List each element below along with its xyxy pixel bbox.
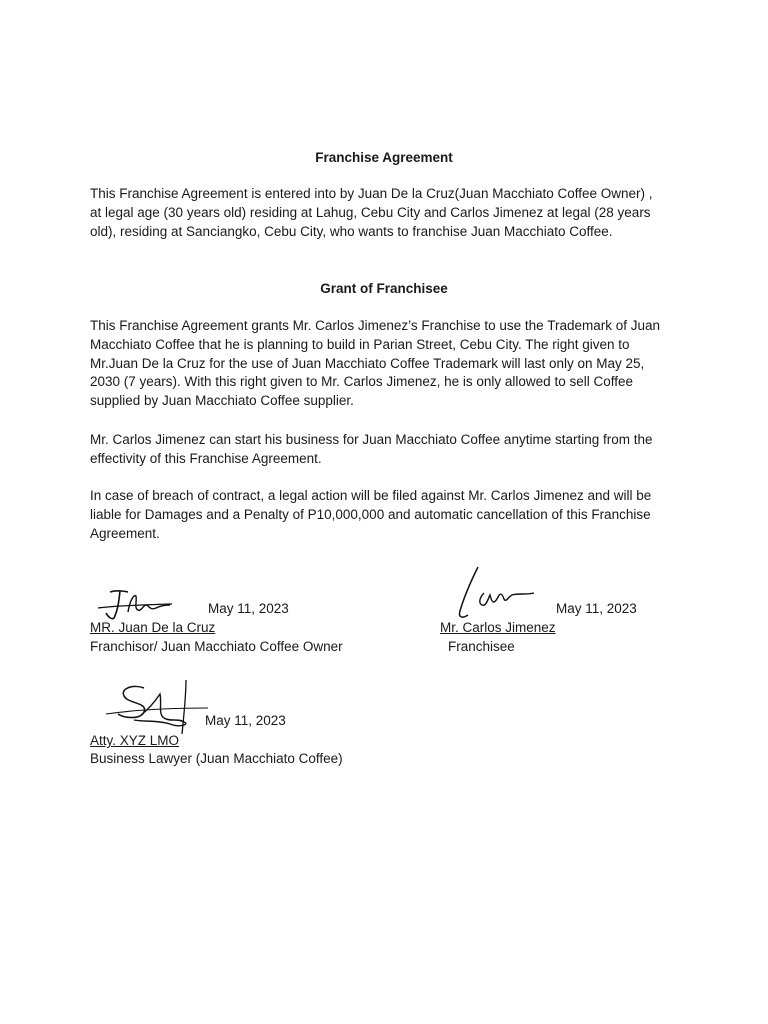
start-line: effectivity of this Franchise Agreement. [90,450,322,466]
intro-paragraph [90,185,680,241]
franchisee-signature [454,563,538,623]
start-line: Mr. Carlos Jimenez can start his business for Juan Macchiato Coffee anytime starting from the [90,432,653,447]
grant-line: supplied by Juan Macchiato Coffee supplier. [90,393,354,409]
document-title: Franchise Agreement [315,150,453,165]
grant-line: 2030 (7 years). With this right given to Mr. Carlos Jimenez, he is only allowed to sell Coffee [90,374,633,390]
franchisee-date: May 11, 2023 [556,601,637,616]
lawyer-name: Atty. XYZ LMO [90,733,180,748]
lawyer-role: Business Lawyer (Juan Macchiato Coffee) [90,751,343,766]
franchisor-signature [94,586,178,622]
franchisor-name: MR. Juan De la Cruz [90,620,216,635]
grant-line: Mr.Juan De la Cruz for the use of Juan Macchiato Coffee Trademark will last only on May 25, [90,355,645,371]
franchisee-name: Mr. Carlos Jimenez [440,620,556,635]
franchisor-role: Franchisor/ Juan Macchiato Coffee Owner [90,639,343,654]
breach-paragraph [90,487,680,543]
intro-line: This Franchise Agreement is entered into by Juan De la Cruz(Juan Macchiato Coffee Owner) , [90,186,653,201]
breach-line: liable for Damages and a Penalty of P10,000,000 and automatic cancellation of this Franchise [90,506,651,522]
start-paragraph [90,431,680,469]
franchisee-role: Franchisee [448,639,515,654]
grant-paragraph [90,317,680,411]
breach-line: Agreement. [90,525,160,541]
intro-line: old), residing at Sanciangko, Cebu City, who wants to franchise Juan Macchiato Coffee. [90,223,613,239]
grant-heading: Grant of Franchisee [320,281,448,296]
grant-line: This Franchise Agreement grants Mr. Carlos Jimenez’s Franchise to use the Trademark of Juan [90,318,660,333]
franchisor-date: May 11, 2023 [208,601,289,616]
grant-line: Macchiato Coffee that he is planning to build in Parian Street, Cebu City. The right given to [90,336,630,352]
intro-line: at legal age (30 years old) residing at Lahug, Cebu City and Carlos Jimenez at legal (28 years [90,204,651,220]
breach-line: In case of breach of contract, a legal action will be filed against Mr. Carlos Jimenez and will be [90,488,652,503]
lawyer-date: May 11, 2023 [205,713,286,728]
lawyer-signature [104,678,214,738]
